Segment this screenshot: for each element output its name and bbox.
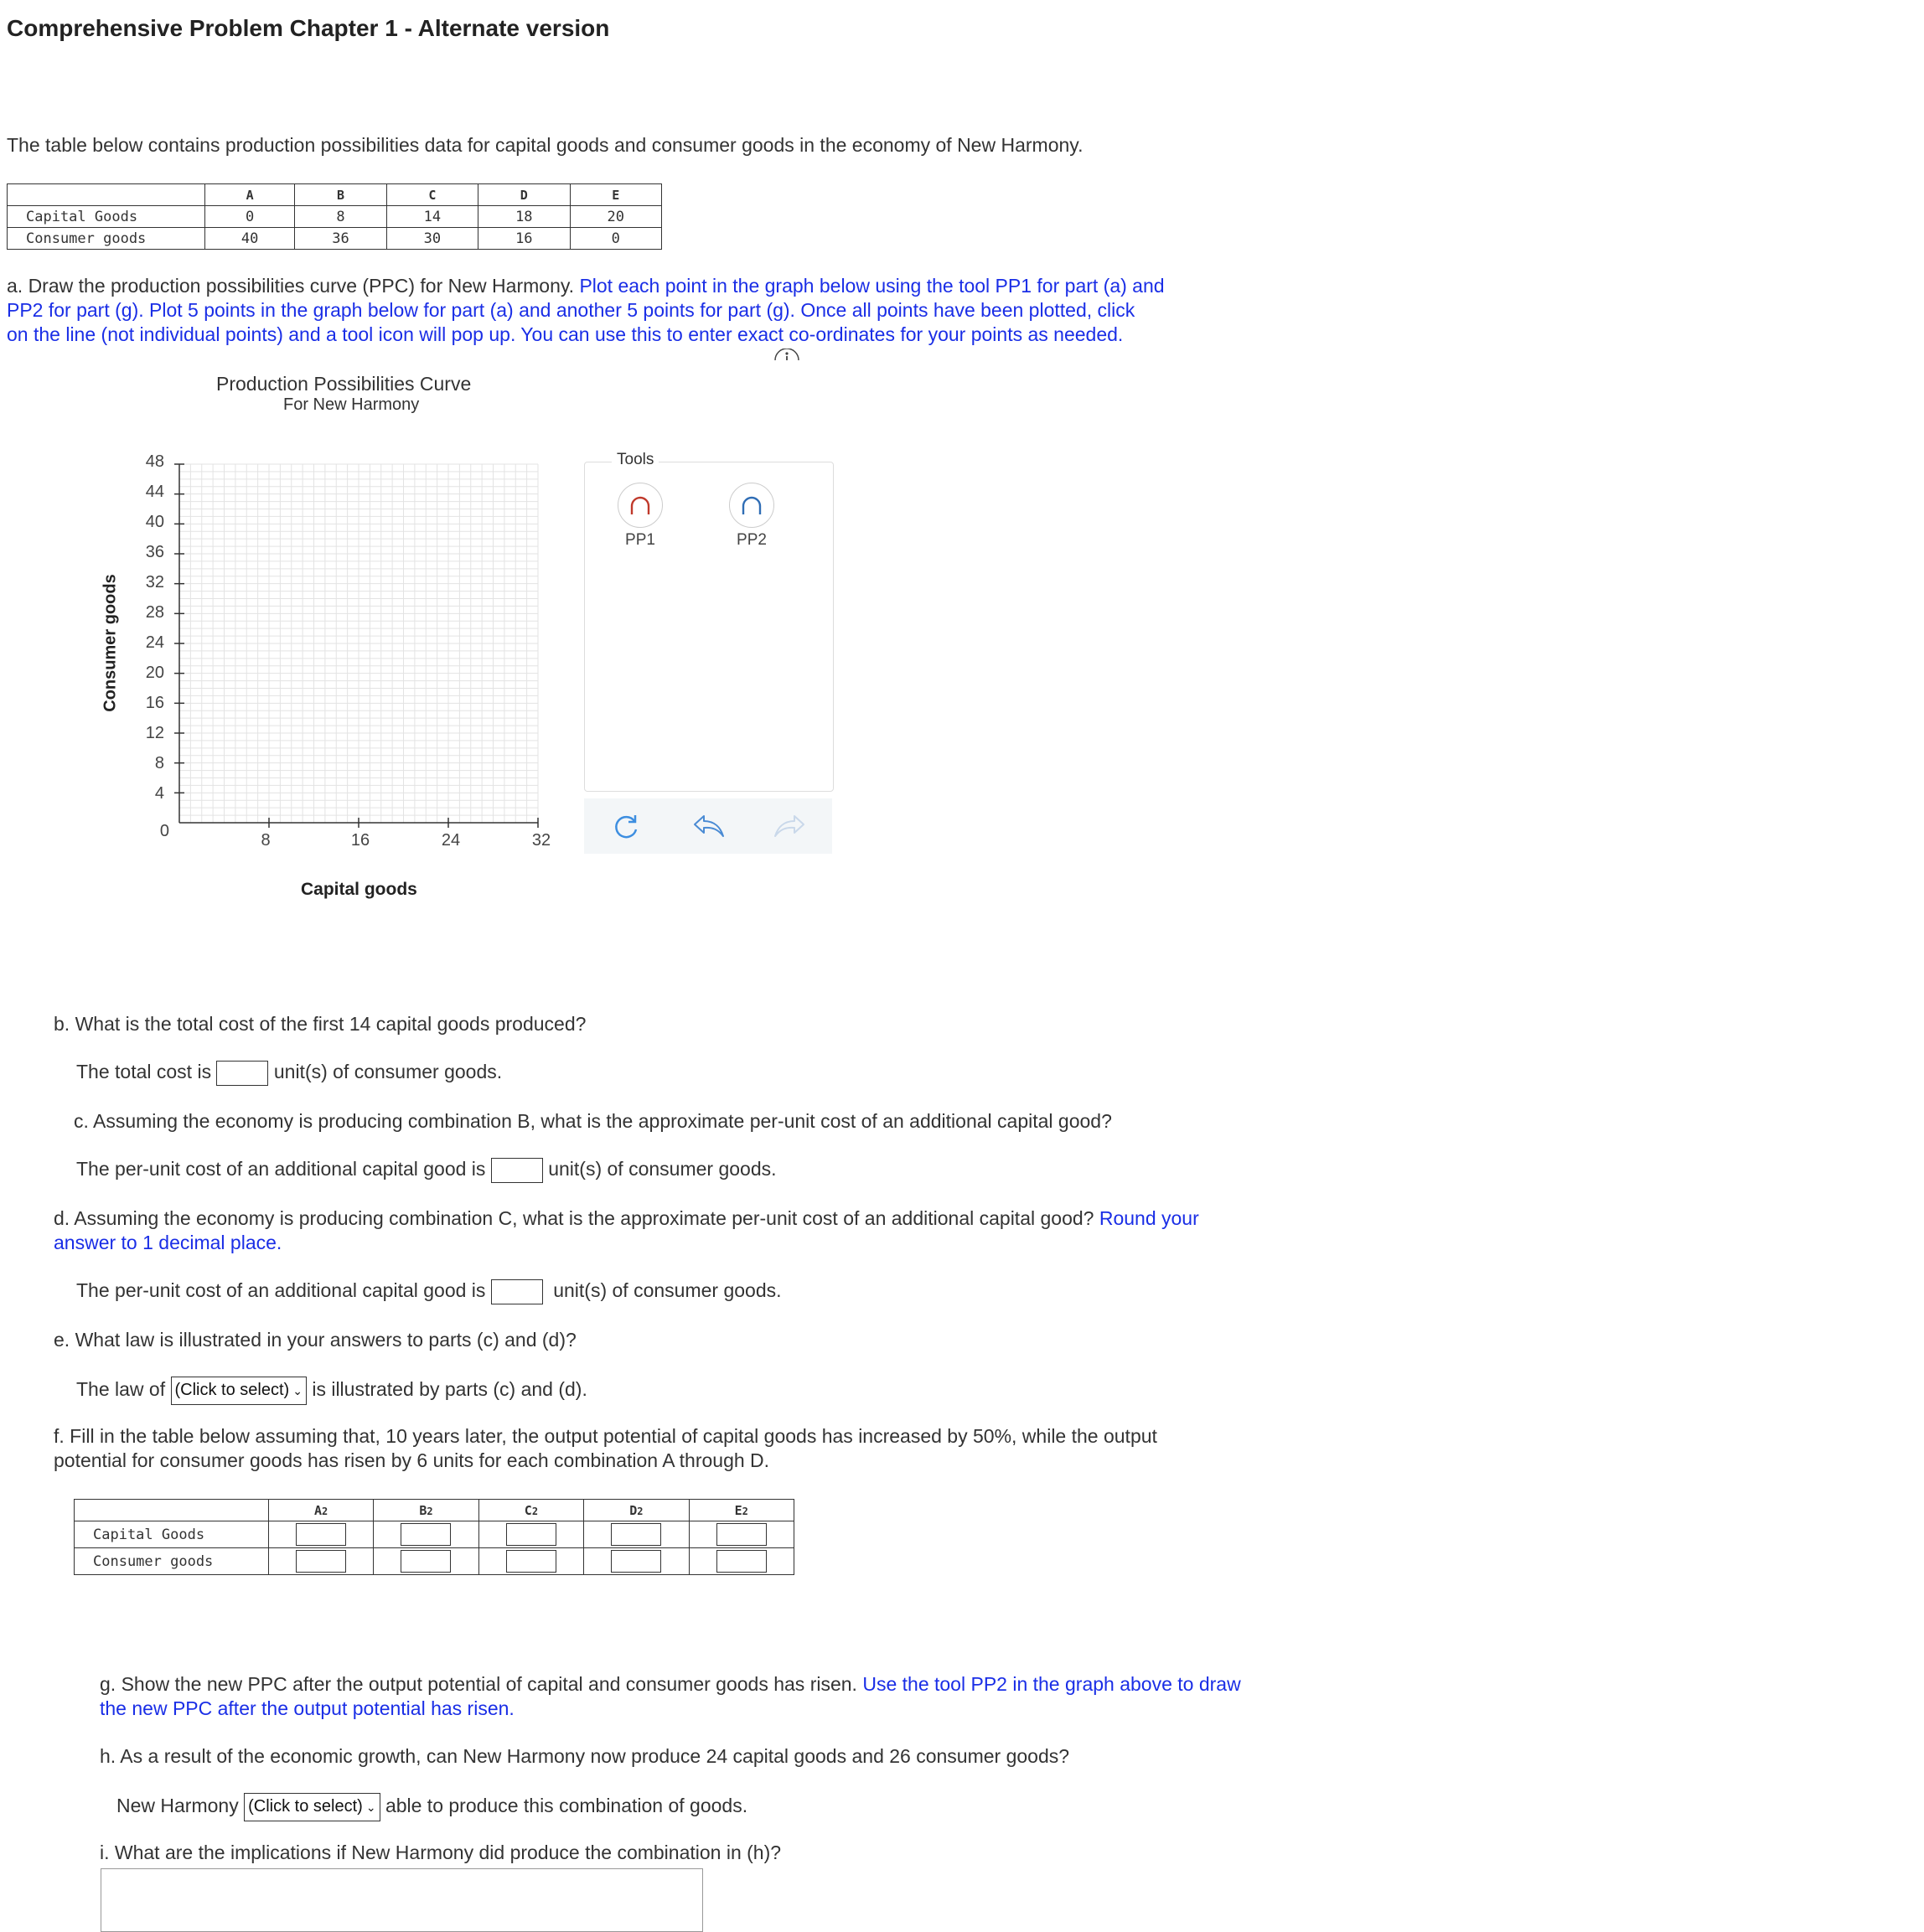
header-letter: D bbox=[629, 1502, 638, 1518]
part-g-instruction-2: the new PPC after the output potential has risen. bbox=[100, 1697, 515, 1719]
page-title: Comprehensive Problem Chapter 1 - Alternate version bbox=[7, 15, 610, 41]
tools-legend: Tools bbox=[612, 451, 659, 469]
table-cell bbox=[268, 1548, 373, 1575]
part-a-line-1 bbox=[7, 274, 1165, 298]
table-cell: 18 bbox=[478, 206, 570, 228]
table-cell bbox=[584, 1521, 689, 1548]
table-header-cell bbox=[689, 1500, 794, 1521]
header-subscript: 2 bbox=[531, 1505, 539, 1517]
table-cell bbox=[374, 1548, 478, 1575]
y-tick-label: 40 bbox=[145, 513, 164, 531]
part-h-answer-line bbox=[116, 1793, 747, 1821]
table-header-cell bbox=[478, 1500, 583, 1521]
info-icon[interactable] bbox=[774, 349, 799, 364]
table-header-cell bbox=[584, 1500, 689, 1521]
capital-d2-input[interactable] bbox=[611, 1523, 661, 1546]
table-cell: 0 bbox=[570, 228, 661, 250]
part-a-question: a. Draw the production possibilities curve (PPC) for New Harmony. bbox=[7, 275, 575, 297]
part-f-question-1: f. Fill in the table below assuming that, 10 years later, the output potential of capital goods has increased by 50%, while the output bbox=[54, 1425, 1157, 1447]
y-tick-label: 48 bbox=[145, 452, 164, 471]
chevron-down-icon: ⌄ bbox=[365, 1800, 376, 1814]
part-d-instruction: Round your bbox=[1099, 1207, 1199, 1229]
header-subscript: 2 bbox=[321, 1505, 328, 1517]
part-e-prefix: The law of bbox=[76, 1378, 166, 1401]
y-tick-label: 16 bbox=[145, 694, 164, 712]
part-c-prefix: The per-unit cost of an additional capital good is bbox=[76, 1158, 486, 1180]
part-d-question: d. Assuming the economy is producing combination C, what is the approximate per-unit cost of an additional capital good? bbox=[54, 1207, 1094, 1229]
table-cell bbox=[689, 1548, 794, 1575]
part-b-suffix: unit(s) of consumer goods. bbox=[273, 1061, 503, 1082]
x-tick-label: 32 bbox=[531, 831, 551, 850]
part-d-instruction-2: answer to 1 decimal place. bbox=[54, 1232, 282, 1253]
law-select-value: (Click to select) bbox=[174, 1381, 290, 1399]
capital-b2-input[interactable] bbox=[401, 1523, 451, 1546]
header-letter: C bbox=[524, 1502, 532, 1518]
part-i-question: i. What are the implications if New Harmony did produce the combination in (h)? bbox=[100, 1842, 782, 1863]
part-b-question: b. What is the total cost of the first 14 capital goods produced? bbox=[54, 1013, 587, 1035]
able-select[interactable] bbox=[244, 1793, 380, 1821]
y-tick-label: 12 bbox=[145, 724, 164, 742]
part-c-suffix: unit(s) of consumer goods. bbox=[548, 1158, 777, 1180]
consumer-c2-input[interactable] bbox=[506, 1550, 556, 1573]
ppc-data-table bbox=[7, 183, 662, 250]
table-cell bbox=[689, 1521, 794, 1548]
capital-a2-input[interactable] bbox=[296, 1523, 346, 1546]
pp2-tool-button[interactable] bbox=[729, 483, 774, 528]
y-tick-label: 20 bbox=[145, 664, 164, 682]
table-corner bbox=[8, 184, 205, 206]
implications-textarea[interactable] bbox=[101, 1868, 703, 1932]
table-cell bbox=[374, 1521, 478, 1548]
part-h-prefix: New Harmony bbox=[116, 1795, 239, 1817]
y-tick-label: 44 bbox=[145, 483, 164, 501]
x-tick-label: 8 bbox=[261, 831, 271, 850]
part-d-answer-line bbox=[76, 1279, 782, 1304]
table-cell: 14 bbox=[386, 206, 478, 228]
table-cell: 0 bbox=[204, 206, 294, 228]
per-unit-cost-b-input[interactable] bbox=[491, 1158, 543, 1183]
y-tick-label: 36 bbox=[145, 543, 164, 561]
intro-text: The table below contains production possibilities data for capital goods and consumer goods in the economy of New Harmony. bbox=[7, 134, 1084, 156]
part-g-line-1 bbox=[100, 1672, 1241, 1697]
table-cell: 20 bbox=[570, 206, 661, 228]
part-c-question: c. Assuming the economy is producing combination B, what is the approximate per-unit cost of an additional capital good? bbox=[74, 1110, 1112, 1132]
y-axis-label: Consumer goods bbox=[101, 574, 120, 712]
header-subscript: 2 bbox=[427, 1505, 433, 1517]
part-g-instruction: Use the tool PP2 in the graph above to draw bbox=[862, 1673, 1241, 1695]
part-e-question: e. What law is illustrated in your answers to parts (c) and (d)? bbox=[54, 1329, 577, 1351]
capital-e2-input[interactable] bbox=[716, 1523, 767, 1546]
y-tick-label: 8 bbox=[154, 754, 164, 772]
part-c-answer-line bbox=[76, 1157, 777, 1183]
able-select-value: (Click to select) bbox=[248, 1797, 363, 1816]
table-header-cell: C bbox=[386, 184, 478, 206]
part-a-instruction-2: PP2 for part (g). Plot 5 points in the graph below for part (a) and another 5 points for part (g). Once all points have been plotted, click bbox=[7, 299, 1135, 321]
table-header-cell: D bbox=[478, 184, 570, 206]
header-letter: E bbox=[734, 1502, 742, 1518]
header-subscript: 2 bbox=[742, 1505, 748, 1517]
part-h-question: h. As a result of the economic growth, can New Harmony now produce 24 capital goods and 26 consumer goods? bbox=[100, 1745, 1070, 1767]
part-e-answer-line bbox=[76, 1377, 587, 1405]
table-row bbox=[75, 1521, 794, 1548]
header-subscript: 2 bbox=[637, 1505, 644, 1517]
table-row bbox=[8, 206, 662, 228]
row-label: Consumer goods bbox=[8, 228, 205, 250]
table-cell: 36 bbox=[295, 228, 386, 250]
undo-icon[interactable] bbox=[692, 811, 726, 844]
table-row bbox=[8, 228, 662, 250]
consumer-b2-input[interactable] bbox=[401, 1550, 451, 1573]
part-f-question-2: potential for consumer goods has risen by 6 units for each combination A through D. bbox=[54, 1449, 770, 1471]
consumer-a2-input[interactable] bbox=[296, 1550, 346, 1573]
part-a-instruction-3: on the line (not individual points) and a tool icon will pop up. You can use this to enter exact co-ordinates for your points as needed. bbox=[7, 323, 1124, 345]
x-tick-label: 24 bbox=[441, 831, 461, 850]
table-cell: 40 bbox=[204, 228, 294, 250]
ppc-plot-area[interactable] bbox=[168, 452, 553, 846]
table-cell bbox=[478, 1548, 583, 1575]
law-select[interactable] bbox=[171, 1377, 307, 1405]
table-cell: 30 bbox=[386, 228, 478, 250]
y-tick-label: 28 bbox=[145, 603, 164, 622]
reset-icon[interactable] bbox=[611, 811, 641, 845]
row-label: Capital Goods bbox=[75, 1521, 269, 1548]
table-cell bbox=[584, 1548, 689, 1575]
curve-red-icon bbox=[628, 494, 652, 516]
table-header-cell: B bbox=[295, 184, 386, 206]
header-letter: B bbox=[419, 1502, 427, 1518]
y-tick-label: 4 bbox=[154, 784, 164, 803]
table-cell: 16 bbox=[478, 228, 570, 250]
part-d-suffix: unit(s) of consumer goods. bbox=[553, 1279, 782, 1301]
table-header-cell bbox=[374, 1500, 478, 1521]
x-axis-label: Capital goods bbox=[301, 880, 417, 899]
part-d-prefix: The per-unit cost of an additional capital good is bbox=[76, 1279, 486, 1301]
pp1-label: PP1 bbox=[625, 531, 655, 549]
total-cost-input[interactable] bbox=[216, 1061, 268, 1086]
origin-label: 0 bbox=[159, 822, 169, 840]
consumer-d2-input[interactable] bbox=[611, 1550, 661, 1573]
part-g-question: g. Show the new PPC after the output potential of capital and consumer goods has risen. bbox=[100, 1673, 857, 1695]
y-tick-label: 32 bbox=[145, 573, 164, 591]
graph-title: Production Possibilities Curve bbox=[216, 373, 472, 395]
table-header-cell bbox=[268, 1500, 373, 1521]
graph-subtitle: For New Harmony bbox=[283, 395, 420, 414]
pp2-label: PP2 bbox=[737, 531, 767, 549]
part-d-line-1 bbox=[54, 1206, 1199, 1231]
capital-c2-input[interactable] bbox=[506, 1523, 556, 1546]
pp1-tool-button[interactable] bbox=[618, 483, 663, 528]
part-a-instruction: Plot each point in the graph below using the tool PP1 for part (a) and bbox=[579, 275, 1165, 297]
part-b-prefix: The total cost is bbox=[76, 1061, 212, 1082]
table-cell: 8 bbox=[295, 206, 386, 228]
chevron-down-icon: ⌄ bbox=[292, 1384, 303, 1397]
header-letter: A bbox=[313, 1502, 322, 1518]
table-cell bbox=[478, 1521, 583, 1548]
consumer-e2-input[interactable] bbox=[716, 1550, 767, 1573]
part-b-answer-line bbox=[76, 1060, 502, 1086]
x-tick-label: 16 bbox=[350, 831, 370, 850]
table-cell bbox=[268, 1521, 373, 1548]
part-e-suffix: is illustrated by parts (c) and (d). bbox=[312, 1378, 587, 1401]
curve-blue-icon bbox=[740, 494, 763, 516]
per-unit-cost-c-input[interactable] bbox=[491, 1279, 543, 1304]
part-h-suffix: able to produce this combination of goods. bbox=[385, 1795, 748, 1817]
table-row bbox=[75, 1548, 794, 1575]
new-ppc-table bbox=[74, 1499, 794, 1575]
redo-icon[interactable] bbox=[773, 811, 806, 844]
row-label: Capital Goods bbox=[8, 206, 205, 228]
table-corner bbox=[75, 1500, 269, 1521]
table-header-cell: A bbox=[204, 184, 294, 206]
table-header-cell: E bbox=[570, 184, 661, 206]
row-label: Consumer goods bbox=[75, 1548, 269, 1575]
y-tick-label: 24 bbox=[145, 633, 164, 652]
